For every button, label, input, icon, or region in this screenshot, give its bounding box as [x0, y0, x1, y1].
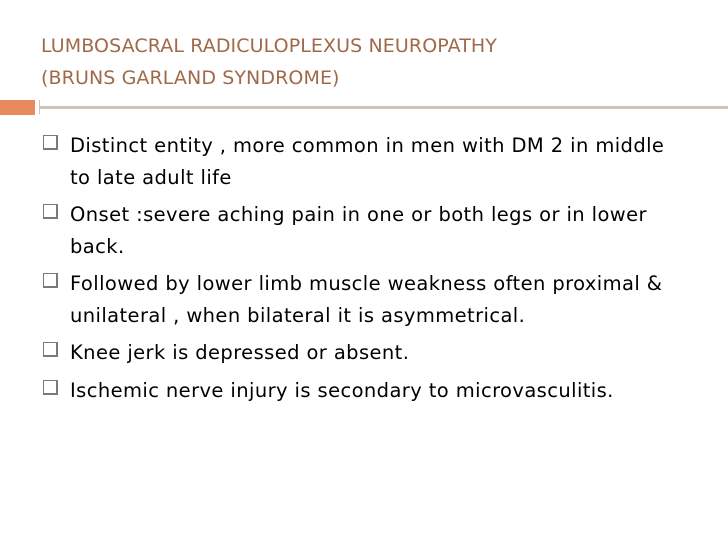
bullet-text: Onset :severe aching pain in one or both legs or in lower back. — [70, 203, 647, 258]
square-bullet-icon — [43, 273, 58, 288]
slide-title-line-1: LUMBOSACRAL RADICULOPLEXUS NEUROPATHY — [41, 35, 498, 57]
square-bullet-icon — [43, 342, 58, 357]
bullet-text: Followed by lower limb muscle weakness often proximal & unilateral , when bilateral it is asymmetrical. — [70, 272, 663, 327]
title-accent-bar — [0, 100, 35, 115]
bullet-item — [40, 199, 690, 262]
bullet-item — [40, 375, 690, 407]
bullet-text: Distinct entity , more common in men with DM 2 in middle to late adult life — [70, 134, 665, 189]
bullet-text: Knee jerk is depressed or absent. — [70, 341, 410, 364]
bullet-item — [40, 130, 690, 193]
square-bullet-icon — [43, 380, 58, 395]
title-divider — [39, 106, 728, 109]
bullet-item — [40, 337, 690, 369]
slide-title — [41, 30, 701, 94]
bullet-item — [40, 268, 690, 331]
square-bullet-icon — [43, 204, 58, 219]
square-bullet-icon — [43, 135, 58, 150]
bullet-list — [40, 130, 690, 412]
bullet-text: Ischemic nerve injury is secondary to microvasculitis. — [70, 378, 614, 402]
slide-title-line-2: (BRUNS GARLAND SYNDROME) — [41, 67, 340, 89]
